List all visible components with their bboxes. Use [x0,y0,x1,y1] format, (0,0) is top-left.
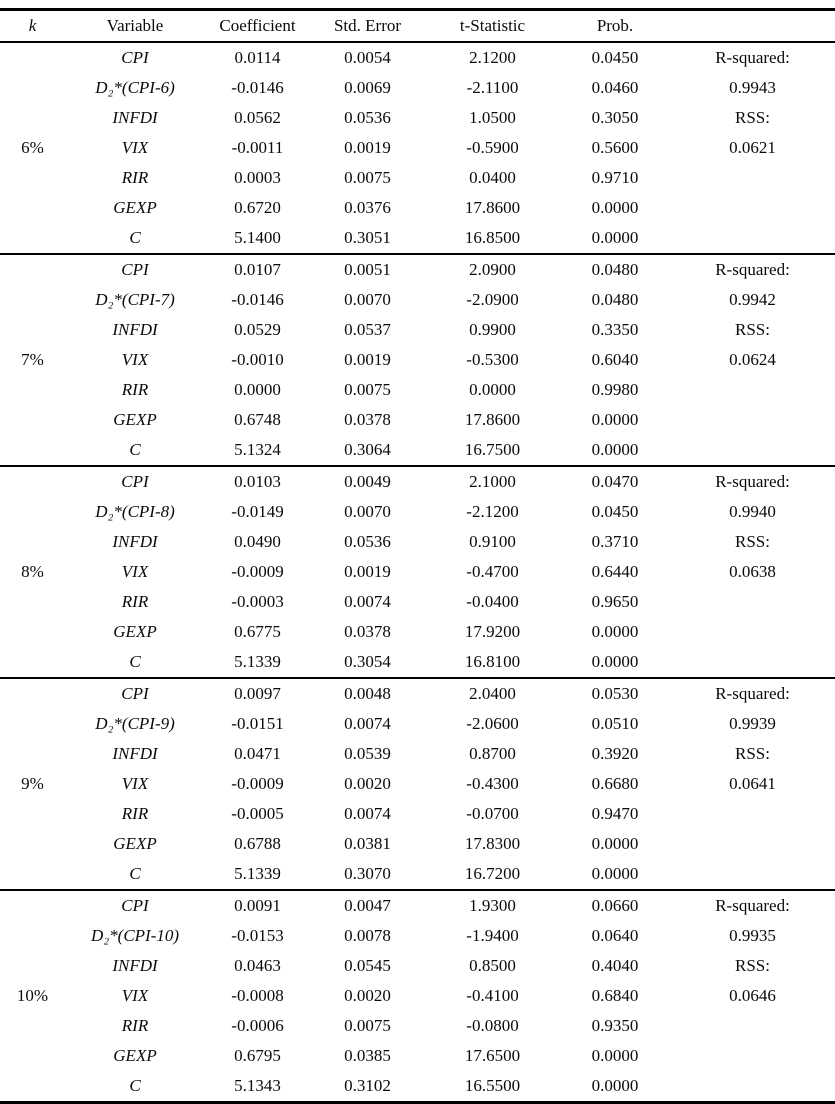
coefficient-cell: -0.0146 [231,290,284,309]
prob-cell: 0.9650 [591,592,639,611]
k-cell [0,73,65,103]
std-error-cell: 0.0048 [310,678,425,709]
std-error-cell: 0.0047 [310,890,425,921]
k-cell [0,375,65,405]
k-cell [0,709,65,739]
stats-empty-cell [670,799,835,829]
std-error-cell: 0.0054 [344,48,391,67]
stats-empty-cell [670,859,835,890]
k-cell [0,1011,65,1041]
coefficient-cell: 5.1343 [234,1076,281,1095]
table-row [0,1041,835,1071]
variable-cell: D₂*(CPI-6) [95,78,175,97]
variable-cell: INFDI [112,744,158,763]
variable-cell: CPI [65,678,205,709]
table-row [0,42,835,73]
r-squared-label-cell: R-squared: [670,254,835,285]
k-cell: 7% [21,350,44,369]
col-header-variable: Variable [106,16,164,35]
rss-label-cell: RSS: [735,956,770,975]
t-statistic-cell: 17.6500 [464,1046,521,1065]
r-squared-value-cell: 0.9943 [729,78,776,97]
t-statistic-cell: 16.8100 [464,652,521,671]
k-cell [0,193,65,223]
k-cell [0,163,65,193]
coefficient-cell: 5.1339 [234,864,281,883]
t-statistic-cell: -0.5300 [466,350,519,369]
std-error-cell: 0.0074 [344,714,391,733]
header-row [0,10,835,43]
variable-cell: INFDI [112,320,158,339]
prob-cell: 0.0640 [591,926,639,945]
variable-cell: VIX [121,350,149,369]
coefficient-cell: 0.0562 [234,108,281,127]
variable-cell: INFDI [112,108,158,127]
k-cell [0,527,65,557]
std-error-cell: 0.0074 [344,592,391,611]
rss-value-cell: 0.0624 [729,350,776,369]
rss-label-cell: RSS: [735,744,770,763]
stats-empty-cell [670,1071,835,1103]
stats-empty-cell [670,375,835,405]
stats-empty-cell [670,587,835,617]
prob-cell: 0.3350 [591,320,639,339]
coefficient-cell: 0.0463 [234,956,281,975]
rss-value-cell: 0.0638 [729,562,776,581]
variable-cell: GEXP [113,622,157,641]
regression-results-table [0,8,835,1104]
rss-value-cell: 0.0646 [729,986,776,1005]
std-error-cell: 0.3070 [344,864,391,883]
prob-cell: 0.0000 [591,1076,639,1095]
variable-cell: D₂*(CPI-7) [95,290,175,309]
table-row [0,466,835,497]
rss-label-cell: RSS: [735,320,770,339]
rss-value-cell: 0.0621 [729,138,776,157]
coefficient-cell: 0.0000 [234,380,281,399]
coefficient-cell: 0.0003 [234,168,281,187]
std-error-cell: 0.0376 [344,198,391,217]
std-error-cell: 0.0049 [310,466,425,497]
k-cell [0,466,65,497]
table-row [0,587,835,617]
coefficient-cell: -0.0153 [231,926,284,945]
variable-cell: INFDI [112,956,158,975]
table-row [0,497,835,527]
variable-cell: C [129,864,141,883]
coefficient-cell: -0.0011 [231,138,284,157]
table-row [0,617,835,647]
r-squared-label-cell: R-squared: [715,48,790,67]
r-squared-value-cell: 0.9939 [729,714,776,733]
k-cell [0,890,65,921]
t-statistic-cell: 0.9100 [469,532,516,551]
rss-label-cell: RSS: [735,108,770,127]
r-squared-value-cell: 0.9942 [729,290,776,309]
k-cell [0,497,65,527]
table-row [0,829,835,859]
table-row [0,1071,835,1103]
stats-empty-cell [670,647,835,678]
r-squared-value-cell: 0.9935 [729,926,776,945]
table-row [0,527,835,557]
r-squared-label-cell: R-squared: [670,678,835,709]
k-cell [0,951,65,981]
prob-cell: 0.6440 [591,562,639,581]
k-cell [0,678,65,709]
std-error-cell: 0.0019 [344,138,391,157]
stats-empty-cell [670,223,835,254]
t-statistic-cell: -2.1100 [466,78,519,97]
std-error-cell: 0.0074 [344,804,391,823]
k-cell [0,103,65,133]
coefficient-cell: -0.0149 [231,502,284,521]
prob-cell: 0.0000 [591,864,639,883]
prob-cell: 0.0530 [560,678,670,709]
prob-cell: 0.0510 [591,714,639,733]
stats-empty-cell [670,829,835,859]
table-row [0,73,835,103]
coefficient-cell: 0.0107 [205,254,310,285]
table-row [0,1011,835,1041]
prob-cell: 0.0450 [591,48,639,67]
t-statistic-cell: -0.0400 [466,592,519,611]
prob-cell: 0.0470 [560,466,670,497]
std-error-cell: 0.3102 [344,1076,391,1095]
coefficient-cell: 0.0114 [234,48,281,67]
t-statistic-cell: 2.1000 [425,466,560,497]
table-row [0,315,835,345]
t-statistic-cell: -0.0700 [466,804,519,823]
std-error-cell: 0.0536 [344,108,391,127]
coefficient-cell: 0.6748 [234,410,281,429]
coefficient-cell: 5.1339 [234,652,281,671]
std-error-cell: 0.0070 [344,502,391,521]
table-row [0,859,835,890]
coefficient-cell: 5.1400 [234,228,281,247]
variable-cell: C [129,1076,141,1095]
stats-empty-cell [670,1011,835,1041]
col-header-std-error: Std. Error [333,16,402,35]
t-statistic-cell: 17.8300 [464,834,521,853]
prob-cell: 0.0000 [591,622,639,641]
k-cell [0,739,65,769]
prob-cell: 0.0000 [591,834,639,853]
table-row [0,405,835,435]
table-row [0,678,835,709]
table-row [0,223,835,254]
rss-value-cell: 0.0641 [729,774,776,793]
std-error-cell: 0.3054 [344,652,391,671]
prob-cell: 0.9710 [591,168,639,187]
t-statistic-cell: 16.8500 [464,228,521,247]
coefficient-cell: 0.6788 [234,834,281,853]
std-error-cell: 0.0020 [344,774,391,793]
t-statistic-cell: 17.8600 [464,198,521,217]
col-header-prob: Prob. [596,16,634,35]
variable-cell: GEXP [113,410,157,429]
std-error-cell: 0.0378 [344,622,391,641]
table-row [0,285,835,315]
table-row [0,709,835,739]
k-cell [0,647,65,678]
variable-cell: D₂*(CPI-9) [95,714,175,733]
std-error-cell: 0.0536 [344,532,391,551]
stats-empty-cell [670,163,835,193]
t-statistic-cell: 1.0500 [469,108,516,127]
prob-cell: 0.9470 [591,804,639,823]
prob-cell: 0.5600 [591,138,639,157]
table-row [0,769,835,799]
stats-empty-cell [670,193,835,223]
r-squared-label-cell: R-squared: [670,466,835,497]
coefficient-cell: 0.6720 [234,198,281,217]
table-row [0,557,835,587]
rss-label-cell: RSS: [735,532,770,551]
std-error-cell: 0.0078 [344,926,391,945]
coefficient-cell: -0.0010 [231,350,284,369]
std-error-cell: 0.0020 [344,986,391,1005]
table-row [0,103,835,133]
coefficient-cell: 0.6795 [234,1046,281,1065]
table-row [0,981,835,1011]
k-cell [0,921,65,951]
variable-cell: RIR [121,592,149,611]
coefficient-cell: 0.6775 [234,622,281,641]
t-statistic-cell: 2.0900 [425,254,560,285]
std-error-cell: 0.0051 [310,254,425,285]
prob-cell: 0.3050 [591,108,639,127]
variable-cell: RIR [121,168,149,187]
col-header-coefficient: Coefficient [219,16,296,35]
table-row [0,890,835,921]
coefficient-cell: 0.0490 [234,532,281,551]
std-error-cell: 0.0385 [344,1046,391,1065]
prob-cell: 0.0000 [591,1046,639,1065]
k-cell: 6% [21,138,44,157]
table-row [0,647,835,678]
prob-cell: 0.0000 [591,228,639,247]
variable-cell: RIR [121,1016,149,1035]
k-cell [0,42,65,73]
variable-cell: VIX [121,562,149,581]
t-statistic-cell: -0.0800 [466,1016,519,1035]
t-statistic-cell: 16.7200 [464,864,521,883]
std-error-cell: 0.0069 [344,78,391,97]
k-cell [0,617,65,647]
prob-cell: 0.9980 [591,380,639,399]
coefficient-cell: 5.1324 [234,440,281,459]
prob-cell: 0.0450 [591,502,639,521]
prob-cell: 0.3920 [591,744,639,763]
t-statistic-cell: 0.0400 [469,168,516,187]
variable-cell: VIX [121,986,149,1005]
table-row [0,921,835,951]
std-error-cell: 0.3064 [344,440,391,459]
t-statistic-cell: 0.0000 [469,380,516,399]
t-statistic-cell: 1.9300 [425,890,560,921]
prob-cell: 0.0480 [591,290,639,309]
variable-cell: C [129,652,141,671]
coefficient-cell: 0.0091 [205,890,310,921]
k-cell [0,1071,65,1103]
coefficient-cell: -0.0006 [231,1016,284,1035]
variable-cell: C [129,440,141,459]
std-error-cell: 0.0539 [344,744,391,763]
coefficient-cell: -0.0003 [231,592,284,611]
variable-cell: GEXP [113,198,157,217]
variable-cell: CPI [65,466,205,497]
variable-cell: C [129,228,141,247]
prob-cell: 0.0660 [560,890,670,921]
t-statistic-cell: -2.1200 [466,502,519,521]
k-cell [0,859,65,890]
prob-cell: 0.6040 [591,350,639,369]
std-error-cell: 0.0545 [344,956,391,975]
prob-cell: 0.0000 [591,652,639,671]
table-row [0,254,835,285]
std-error-cell: 0.3051 [344,228,391,247]
t-statistic-cell: -1.9400 [466,926,519,945]
k-cell [0,223,65,254]
coefficient-cell: 0.0529 [234,320,281,339]
prob-cell: 0.9350 [591,1016,639,1035]
t-statistic-cell: 17.8600 [464,410,521,429]
prob-cell: 0.0000 [591,198,639,217]
k-cell [0,587,65,617]
variable-cell: GEXP [113,834,157,853]
col-header-k: k [28,16,37,35]
variable-cell: GEXP [113,1046,157,1065]
prob-cell: 0.0460 [591,78,639,97]
t-statistic-cell: 0.8500 [469,956,516,975]
variable-cell: CPI [65,254,205,285]
table-row [0,951,835,981]
stats-empty-cell [670,435,835,466]
t-statistic-cell: 2.1200 [469,48,516,67]
table-row [0,435,835,466]
coefficient-cell: -0.0146 [231,78,284,97]
std-error-cell: 0.0075 [344,168,391,187]
std-error-cell: 0.0075 [344,380,391,399]
k-cell: 9% [21,774,44,793]
col-header-t-statistic: t-Statistic [459,16,526,35]
std-error-cell: 0.0070 [344,290,391,309]
t-statistic-cell: -0.4100 [466,986,519,1005]
k-cell [0,435,65,466]
coefficient-cell: -0.0151 [231,714,284,733]
std-error-cell: 0.0019 [344,350,391,369]
k-cell: 8% [21,562,44,581]
prob-cell: 0.0000 [591,440,639,459]
table-row [0,739,835,769]
t-statistic-cell: 0.9900 [469,320,516,339]
table-row [0,799,835,829]
std-error-cell: 0.0378 [344,410,391,429]
t-statistic-cell: 0.8700 [469,744,516,763]
std-error-cell: 0.0381 [344,834,391,853]
coefficient-cell: 0.0097 [205,678,310,709]
stats-empty-cell [670,617,835,647]
prob-cell: 0.4040 [591,956,639,975]
t-statistic-cell: 17.9200 [464,622,521,641]
variable-cell: D₂*(CPI-8) [95,502,175,521]
k-cell [0,285,65,315]
t-statistic-cell: -2.0600 [466,714,519,733]
variable-cell: RIR [121,380,149,399]
coefficient-cell: -0.0008 [231,986,284,1005]
variable-cell: RIR [121,804,149,823]
table-row [0,133,835,163]
table-row [0,163,835,193]
k-cell [0,405,65,435]
coefficient-cell: 0.0103 [205,466,310,497]
table-row [0,193,835,223]
k-cell [0,1041,65,1071]
stats-empty-cell [670,405,835,435]
r-squared-label-cell: R-squared: [670,890,835,921]
k-cell [0,254,65,285]
variable-cell: CPI [121,48,149,67]
t-statistic-cell: -2.0900 [466,290,519,309]
coefficient-cell: -0.0009 [231,562,284,581]
t-statistic-cell: 16.7500 [464,440,521,459]
k-cell [0,829,65,859]
std-error-cell: 0.0075 [344,1016,391,1035]
prob-cell: 0.0480 [560,254,670,285]
coefficient-cell: -0.0009 [231,774,284,793]
variable-cell: INFDI [112,532,158,551]
t-statistic-cell: -0.4300 [466,774,519,793]
table-row [0,345,835,375]
col-header-stats [670,10,835,43]
prob-cell: 0.0000 [591,410,639,429]
prob-cell: 0.6680 [591,774,639,793]
t-statistic-cell: 2.0400 [425,678,560,709]
k-cell [0,315,65,345]
k-cell [0,799,65,829]
variable-cell: CPI [65,890,205,921]
coefficient-cell: 0.0471 [234,744,281,763]
prob-cell: 0.3710 [591,532,639,551]
t-statistic-cell: 16.5500 [464,1076,521,1095]
variable-cell: VIX [121,774,149,793]
table-row [0,375,835,405]
variable-cell: VIX [121,138,149,157]
r-squared-value-cell: 0.9940 [729,502,776,521]
variable-cell: D₂*(CPI-10) [90,926,180,945]
prob-cell: 0.6840 [591,986,639,1005]
t-statistic-cell: -0.4700 [466,562,519,581]
k-cell: 10% [16,986,49,1005]
std-error-cell: 0.0019 [344,562,391,581]
t-statistic-cell: -0.5900 [466,138,519,157]
coefficient-cell: -0.0005 [231,804,284,823]
stats-empty-cell [670,1041,835,1071]
std-error-cell: 0.0537 [344,320,391,339]
